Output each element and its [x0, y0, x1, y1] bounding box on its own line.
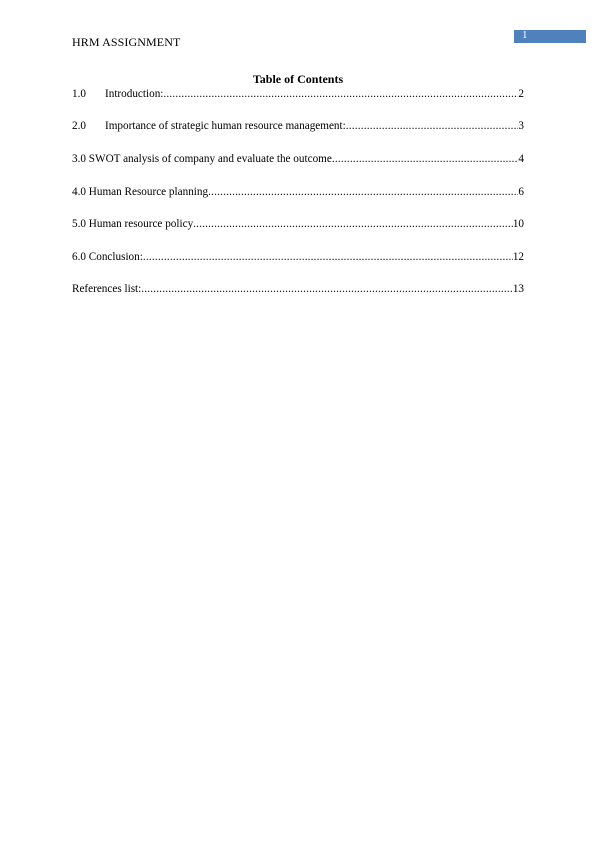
toc-entry-number: 1.0 [72, 88, 86, 100]
toc-dot-leader [208, 186, 518, 198]
toc-entry-text: Introduction: [105, 88, 164, 100]
toc-entry-introduction[interactable] [72, 88, 524, 104]
toc-dot-leader [346, 120, 519, 132]
toc-dot-leader [163, 88, 518, 100]
toc-entry-text: References list: [72, 283, 142, 295]
toc-entry-strategic-hrm[interactable] [72, 120, 524, 136]
toc-entry-page: 10 [512, 218, 524, 230]
toc-entry-text: 4.0 Human Resource planning [72, 186, 209, 198]
toc-entry-page: 12 [512, 251, 524, 263]
toc-dot-leader [141, 283, 513, 295]
toc-dot-leader [143, 251, 513, 263]
header-title: HRM ASSIGNMENT [72, 35, 181, 49]
toc-entry-page: 3 [518, 120, 524, 132]
toc-dot-leader [332, 153, 519, 165]
toc-entry-number: 2.0 [72, 120, 86, 132]
toc-entry-hr-policy[interactable] [72, 218, 524, 234]
toc-entry-page: 13 [512, 283, 524, 295]
toc-entry-text: 5.0 Human resource policy [72, 218, 194, 230]
toc-entry-page: 4 [518, 153, 524, 165]
toc-entry-text: 3.0 SWOT analysis of company and evaluate the outcome [72, 153, 332, 165]
toc-dot-leader [193, 218, 513, 230]
toc-entry-page: 6 [518, 186, 524, 198]
toc-entry-page: 2 [518, 88, 524, 100]
page-number: 1 [522, 29, 528, 41]
toc-entry-conclusion[interactable] [72, 251, 524, 267]
page-number-badge [514, 30, 586, 43]
toc-entry-text: Importance of strategic human resource management: [105, 120, 346, 132]
toc-entry-swot[interactable] [72, 153, 524, 169]
toc-entry-text: 6.0 Conclusion: [72, 251, 143, 263]
toc-entry-hr-planning[interactable] [72, 186, 524, 202]
toc-title: Table of Contents [252, 72, 344, 86]
toc-entry-references[interactable] [72, 283, 524, 299]
